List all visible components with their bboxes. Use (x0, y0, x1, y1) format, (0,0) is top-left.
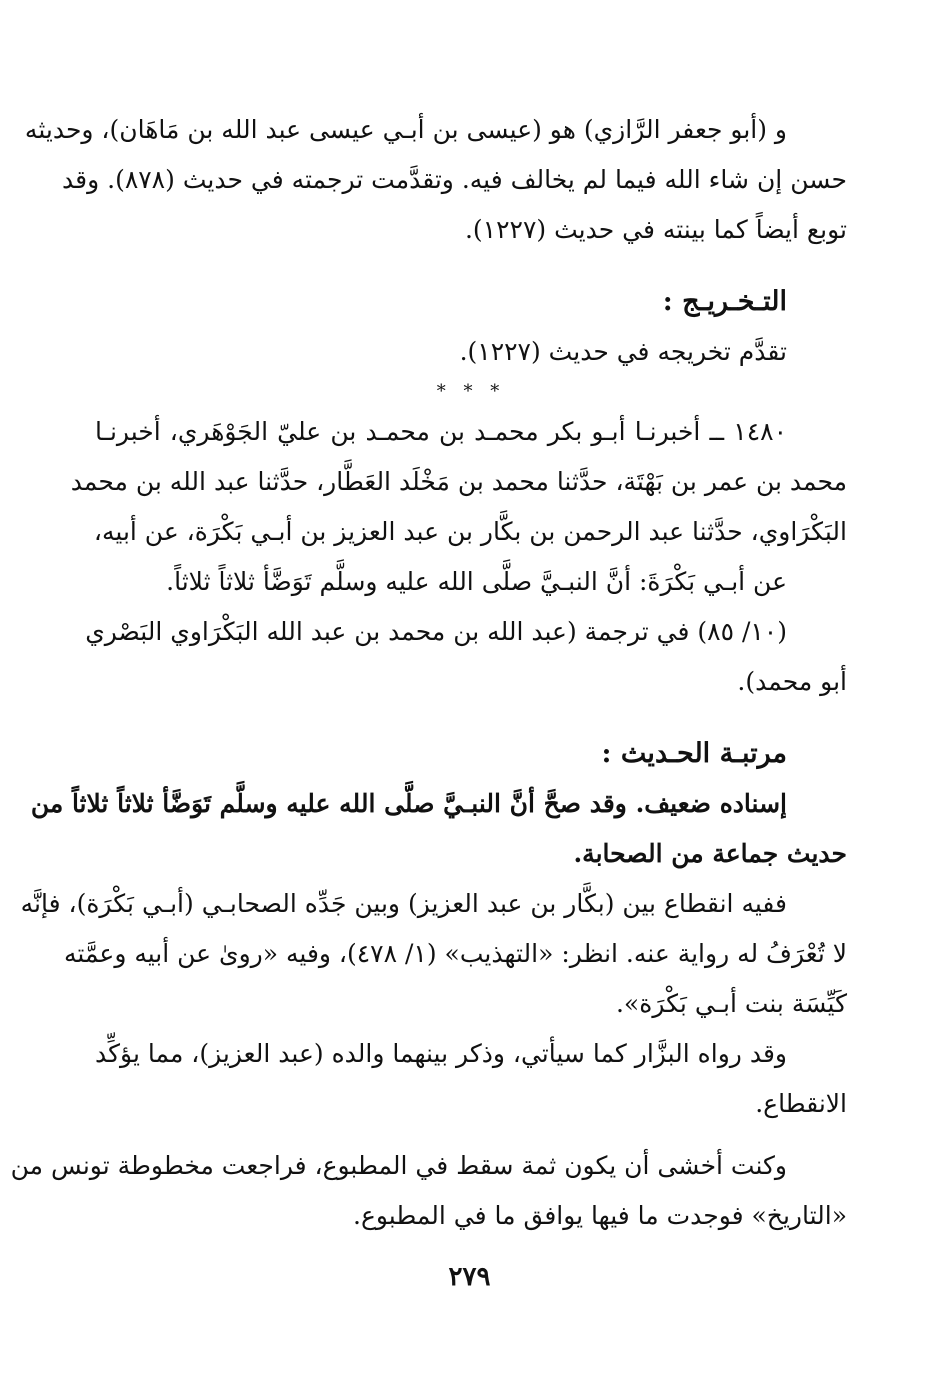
text-line: حسن إن شاء الله فيما لم يخالف فيه. وتقدَّمت ترجمته في حديث (٨٧٨). وقد (62, 165, 847, 194)
hadith-line: البَكْرَاوي، حدَّثنا عبد الرحمن بن بكَّار بن عبد العزيز بن أبـي بَكْرَة، عن أبيه، (93, 517, 847, 546)
rutba-text-line: وقد رواه البزَّار كما سيأتي، وذكر بينهما والده (عبد العزيز)، مما يؤكِّد (95, 1039, 787, 1068)
rutba-bold-line: إسناده ضعيف. وقد صحَّ أنَّ النبـيَّ صلَّى الله عليه وسلَّم تَوَضَّأ ثلاثاً ثلاثاً من (30, 789, 787, 818)
page-number: ٢٧٩ (448, 1262, 491, 1292)
text-line: توبع أيضاً كما بينته في حديث (١٢٢٧). (464, 215, 847, 244)
takhrij-text: تقدَّم تخريجه في حديث (١٢٢٧). (459, 337, 787, 366)
rutba-bold-line: حديث جماعة من الصحابة. (573, 839, 847, 868)
rutba-text-line: ففيه انقطاع بين (بكَّار بن عبد العزيز) وبين جَدِّه الصحابـي (أبـي بَكْرَة)، فإنَّه (20, 889, 787, 918)
page-body (10, 105, 847, 1241)
rutba-text-line: كَيِّسَة بنت أبـي بَكْرَة». (615, 989, 847, 1018)
hadith-line: عن أبـي بَكْرَةَ: أنَّ النبـيَّ صلَّى الله عليه وسلَّم تَوَضَّأ ثلاثاً ثلاثاً. (166, 567, 787, 596)
rutba-text-line: وكنت أخشى أن يكون ثمة سقط في المطبوع، فراجعت مخطوطة تونس من (10, 1151, 787, 1180)
text-line: و (أبو جعفر الرَّازي) هو (عيسى بن أبـي عيسى عبد الله بن مَاهَان)، وحديثه (24, 115, 787, 144)
hadith-line: محمد بن عمر بن بَهْتَة، حدَّثنا محمد بن مَخْلَد العَطَّار، حدَّثنا عبد الله بن محمد (70, 467, 847, 496)
hadith-ref-line: أبو محمد). (737, 667, 847, 696)
rutba-text-line: «التاريخ» فوجدت ما فيها يوافق ما في المطبوع. (353, 1201, 847, 1230)
takhrij-heading: التـخـريـج : (662, 286, 787, 317)
hadith-ref-line: (١٠/ ٨٥) في ترجمة (عبد الله بن محمد بن عبد الله البَكْرَاوي البَصْري (85, 617, 787, 646)
rutba-text-line: الانقطاع. (755, 1089, 847, 1118)
rutba-text-line: لا تُعْرَفُ له رواية عنه. انظر: «التهذيب» (١/ ٤٧٨)، وفيه «روىٰ عن أبيه وعمَّته (64, 939, 847, 968)
rutba-heading: مرتبـة الحـديث : (601, 738, 787, 769)
separator-stars: * * * (436, 381, 506, 402)
hadith-line: ١٤٨٠ ــ أخبرنـا أبـو بكر محمـد بن محمـد بن عليّ الجَوْهَري، أخبرنـا (95, 417, 787, 446)
